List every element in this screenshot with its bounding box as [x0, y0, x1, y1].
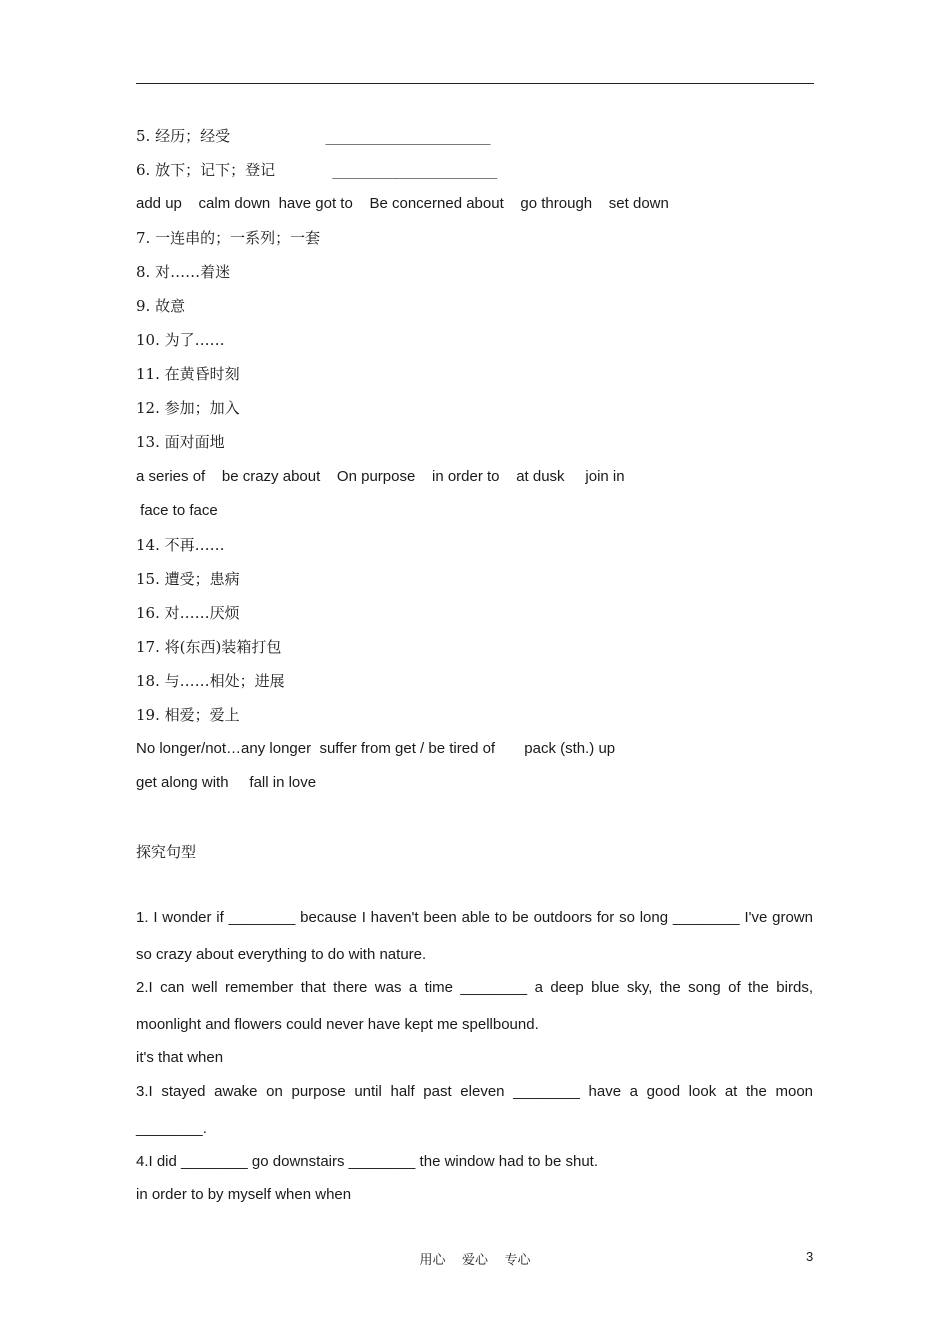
vocab-item-17: 17. 将(东西)装箱打包 [136, 638, 282, 656]
answer-bank-1: add up calm down have got to Be concerned about go through set down [136, 195, 669, 212]
vocab-item-10: 10. 为了…… [136, 331, 225, 349]
vocab-item-5: 5. 经历；经受 ______________________ [136, 127, 491, 145]
vocab-item-7: 7. 一连串的；一系列；一套 [136, 229, 321, 247]
vocab-item-6: 6. 放下；记下；登记 ______________________ [136, 161, 498, 179]
section-heading: 探究句型 [136, 843, 197, 861]
sentence-3-continued: ________. [136, 1120, 207, 1137]
vocab-item-13: 13. 面对面地 [136, 433, 225, 451]
footer-motto: 用心 爱心 专心 [419, 1253, 531, 1268]
sentence-2: 2.I can well remember that there was a time ________ a deep blue sky, the song of the birds, [136, 979, 813, 996]
sentence-1: 1. I wonder if ________ because I haven't been able to be outdoors for so long ________ I've grown [136, 909, 813, 926]
sentence-answer-bank-1: it's that when [136, 1049, 224, 1066]
page-number: 3 [806, 1249, 814, 1264]
vocab-item-19: 19. 相爱；爱上 [136, 706, 240, 724]
header-rule [136, 83, 814, 84]
answer-bank-2-continued: face to face [136, 502, 218, 519]
sentence-2-continued: moonlight and flowers could never have kept me spellbound. [136, 1016, 539, 1033]
vocab-item-14: 14. 不再…… [136, 536, 225, 554]
vocab-item-16: 16. 对……厌烦 [136, 604, 240, 622]
vocab-item-12: 12. 参加；加入 [136, 399, 240, 417]
vocab-item-8: 8. 对……着迷 [136, 263, 231, 281]
vocab-item-15: 15. 遭受；患病 [136, 570, 240, 588]
answer-bank-2: a series of be crazy about On purpose in order to at dusk join in [136, 468, 625, 485]
vocab-item-18: 18. 与……相处；进展 [136, 672, 285, 690]
sentence-3: 3.I stayed awake on purpose until half past eleven ________ have a good look at the moon [136, 1083, 813, 1100]
sentence-answer-bank-2: in order to by myself when when [136, 1186, 352, 1203]
vocab-item-9: 9. 故意 [136, 297, 186, 315]
answer-bank-3: No longer/not…any longer suffer from get / be tired of pack (sth.) up [136, 740, 616, 757]
vocab-item-11: 11. 在黄昏时刻 [136, 365, 240, 383]
sentence-4: 4.I did ________ go downstairs ________ the window had to be shut. [136, 1153, 599, 1170]
sentence-1-continued: so crazy about everything to do with nature. [136, 946, 427, 963]
answer-bank-3-continued: get along with fall in love [136, 774, 317, 791]
